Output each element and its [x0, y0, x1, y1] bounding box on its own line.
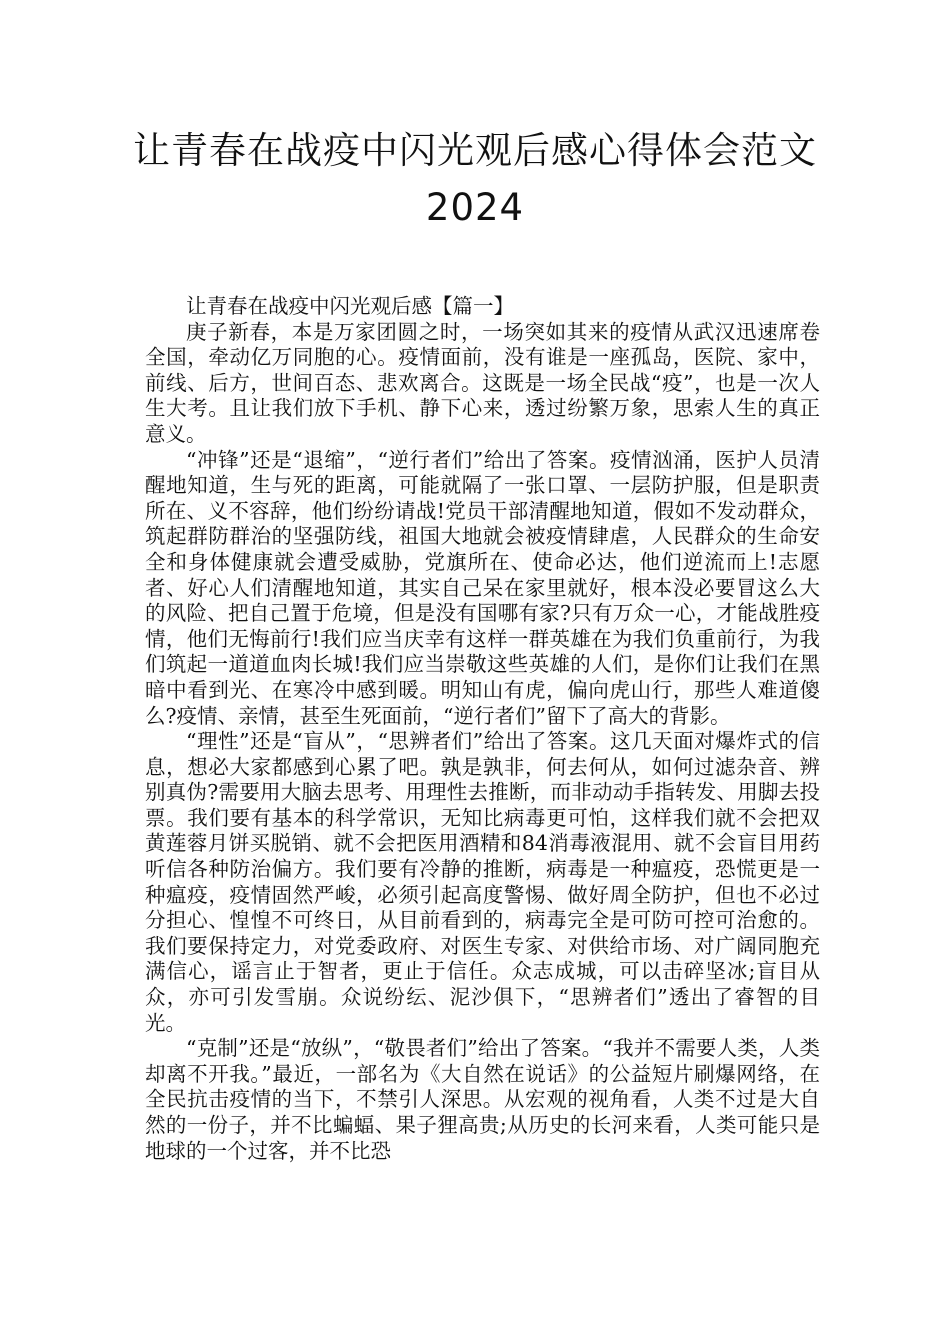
paragraph-1: 庚子新春，本是万家团圆之时，一场突如其来的疫情从武汉迅速席卷全国，牵动亿万同胞的心。疫情面前，没有谁是一座孤岛，医院、家中，前线、后方，世间百态、悲欢离合。这既是一场全民战“疫”，也是一次人生大考。且让我们放下手机、静下心来，透过纷繁万象，思索人生的真正意义。 [145, 319, 820, 446]
document-title: 让青春在战疫中闪光观后感心得体会范文2024 [133, 129, 817, 229]
document-body [145, 294, 820, 1164]
paragraph-4: “克制”还是“放纵”，“敬畏者们”给出了答案。“我并不需要人类，人类却离不开我。”最近，一部名为《大自然在说话》的公益短片刷爆网络，在全民抗击疫情的当下，不禁引人深思。从宏观的视角看，人类不过是大自然的一份子，并不比蝙蝠、果子狸高贵;从历史的长河来看，人类可能只是地球的一个过客，并不比恐 [145, 1036, 820, 1163]
paragraph-3: “理性”还是“盲从”，“思辨者们”给出了答案。这几天面对爆炸式的信息，想必大家都感到心累了吧。孰是孰非，何去何从，如何过滤杂音、辨别真伪?需要用大脑去思考、用理性去推断，而非动动手指转发、用脚去投票。我们要有基本的科学常识，无知比病毒更可怕，这样我们就不会把双黄莲蓉月饼买脱销、就不会把医用酒精和84消毒液混用、就不会盲目用药听信各种防治偏方。我们要有冷静的推断，病毒是一种瘟疫，恐慌更是一种瘟疫，疫情固然严峻，必须引起高度警惕、做好周全防护，但也不必过分担心、惶惶不可终日，从目前看到的，病毒完全是可防可控可治愈的。我们要保持定力，对党委政府、对医生专家、对供给市场、对广阔同胞充满信心，谣言止于智者，更止于信任。众志成城，可以击碎坚冰;盲目从众，亦可引发雪崩。众说纷纭、泥沙俱下，“思辨者们”透出了睿智的目光。 [145, 729, 820, 1035]
paragraph-2: “冲锋”还是“退缩”，“逆行者们”给出了答案。疫情汹涌，医护人员清醒地知道，生与死的距离，可能就隔了一张口罩、一层防护服，但是职责所在、义不容辞，他们纷纷请战!党员干部清醒地知道，假如不发动群众，筑起群防群治的坚强防线，祖国大地就会被疫情肆虐，人民群众的生命安全和身体健康就会遭受威胁，党旗所在、使命必达，他们逆流而上!志愿者、好心人们清醒地知道，其实自己呆在家里就好，根本没必要冒这么大的风险、把自己置于危境，但是没有国哪有家?只有万众一心，才能战胜疫情，他们无悔前行!我们应当庆幸有这样一群英雄在为我们负重前行，为我们筑起一道道血肉长城!我们应当崇敬这些英雄的人们，是你们让我们在黑暗中看到光、在寒冷中感到暖。明知山有虎，偏向虎山行，那些人难道傻么?疫情、亲情，甚至生死面前，“逆行者们”留下了高大的背影。 [145, 447, 820, 728]
section-heading: 让青春在战疫中闪光观后感【篇一】 [186, 294, 514, 318]
